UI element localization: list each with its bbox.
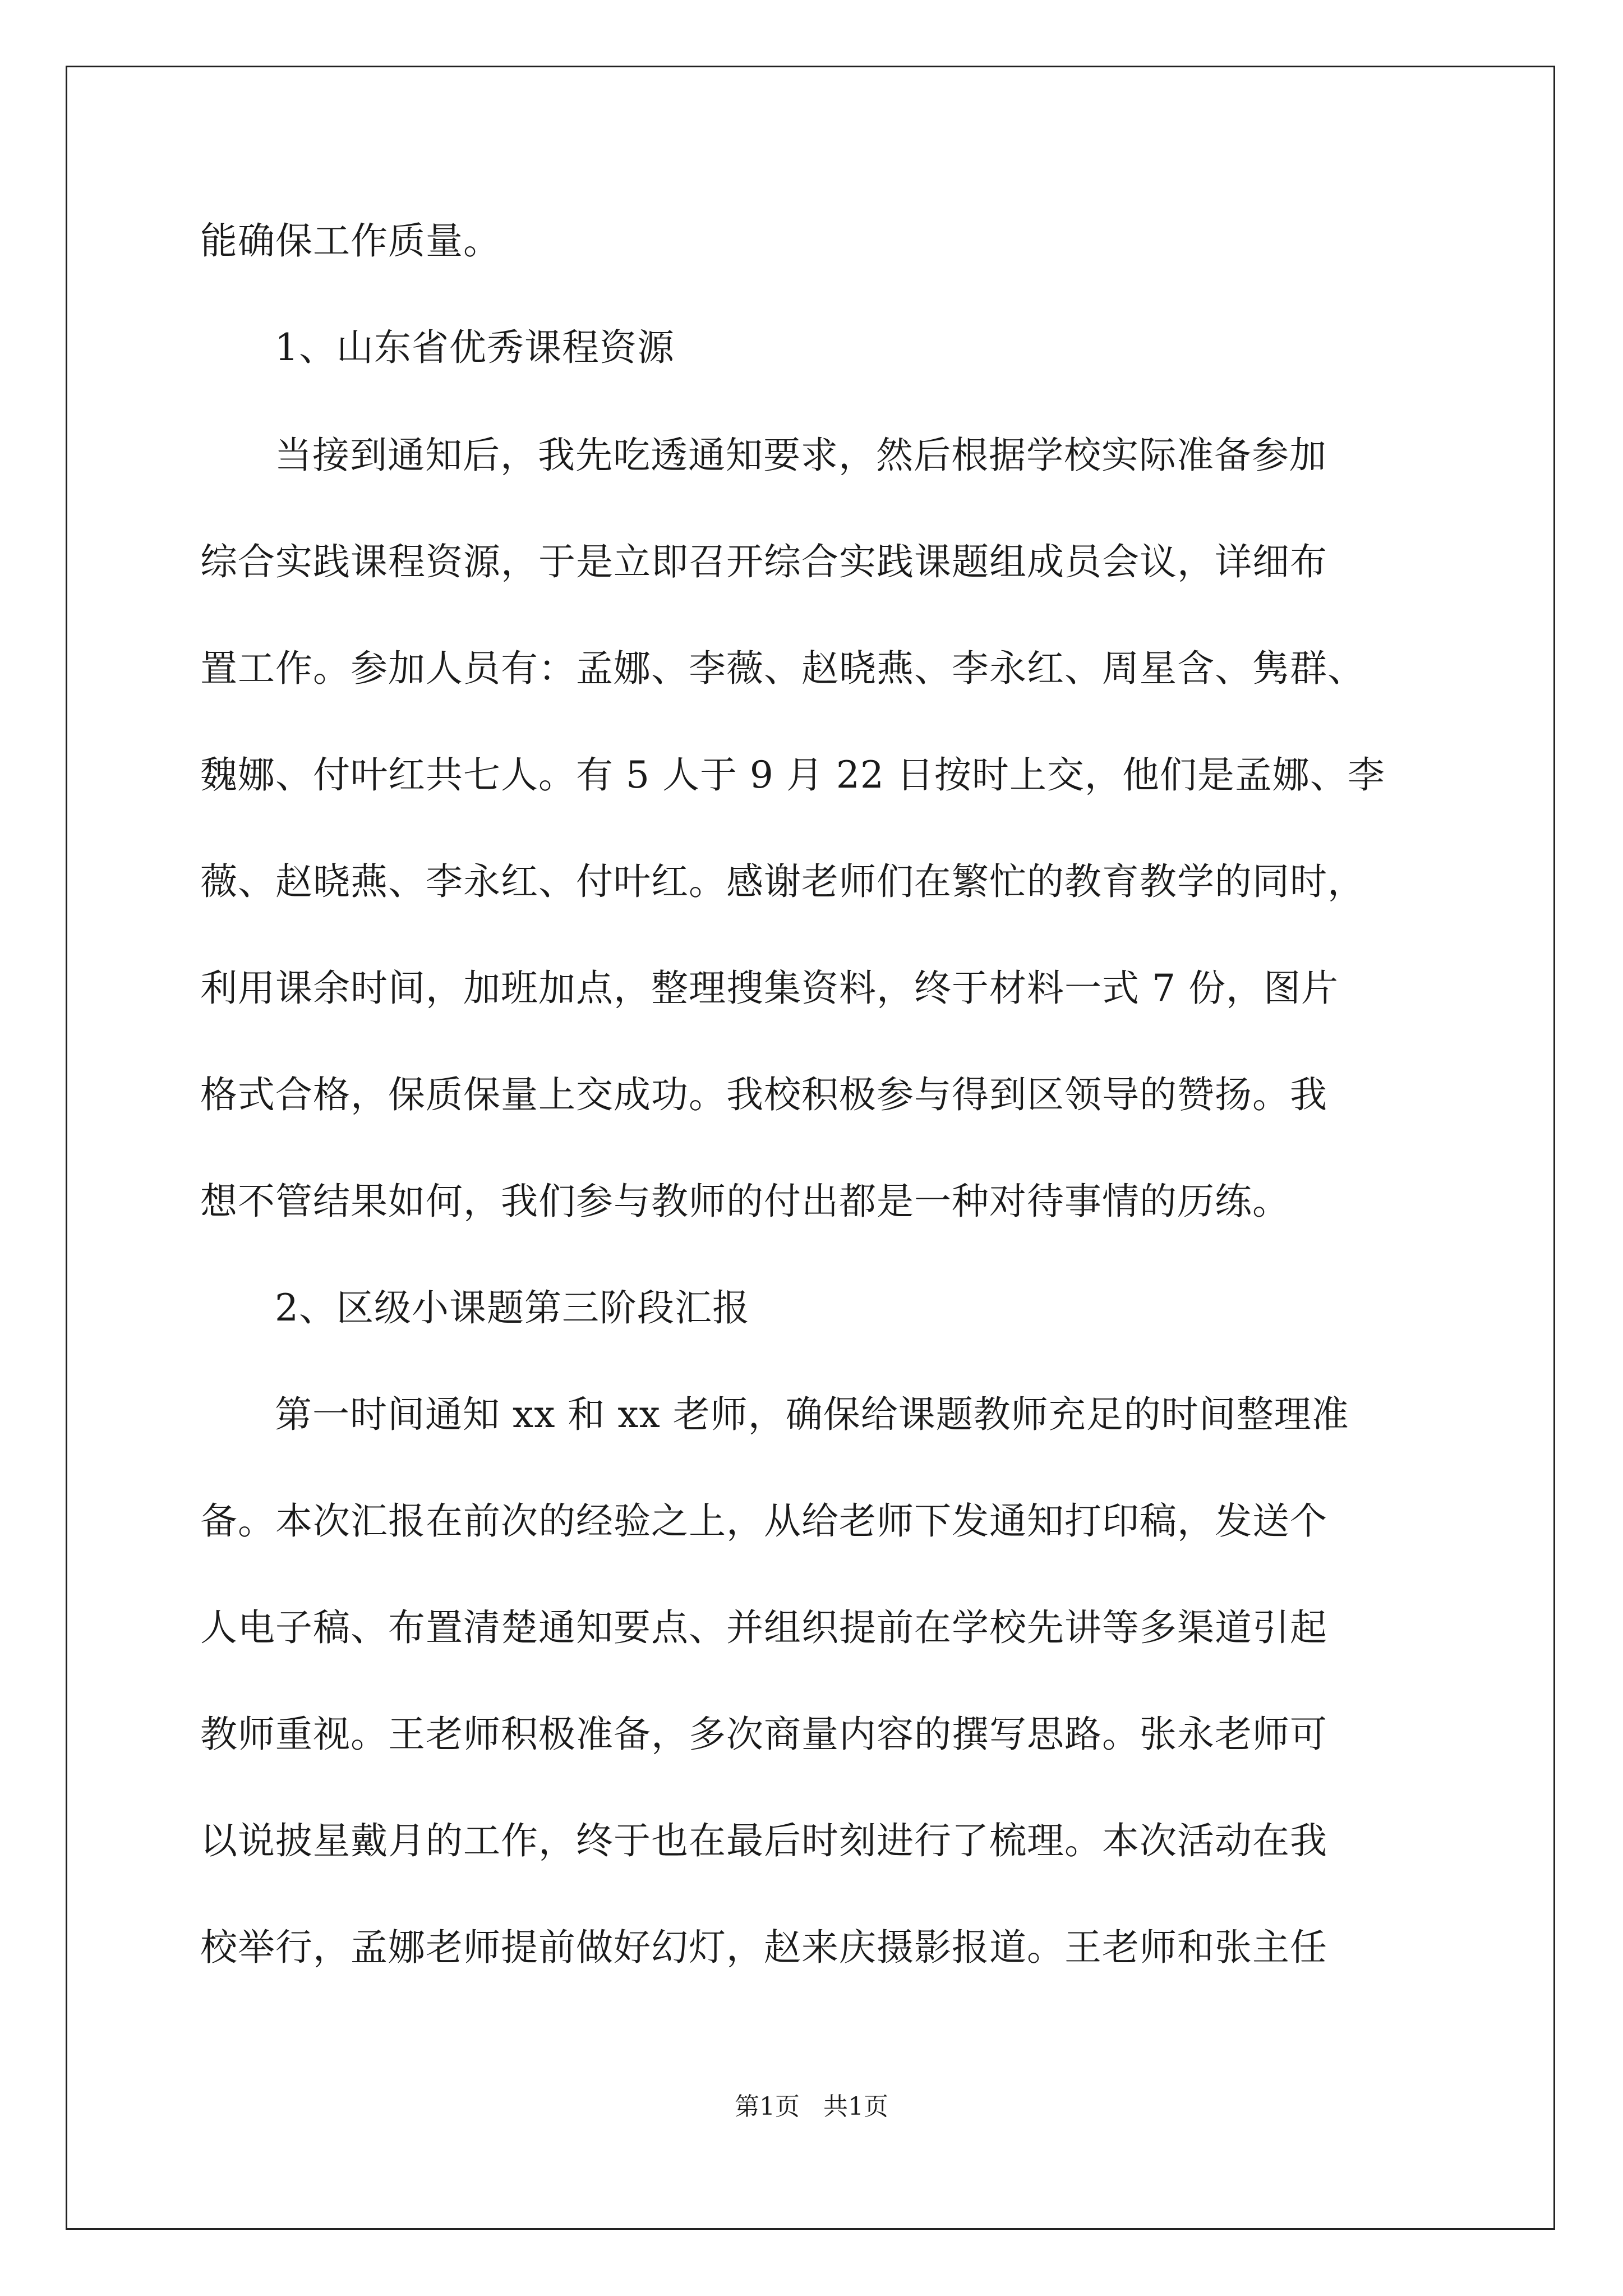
body-text-line: 格式合格，保质保量上交成功。我校积极参与得到区领导的赞扬。我: [200, 1073, 1327, 1116]
body-text-line: 能确保工作质量。: [200, 219, 501, 263]
body-text-line: 人电子稿、布置清楚通知要点、并组织提前在学校先讲等多渠道引起: [200, 1606, 1327, 1649]
paragraph-first-line: 第一时间通知 xx 和 xx 老师，确保给课题教师充足的时间整理准: [275, 1393, 1349, 1436]
body-text-line: 教师重视。王老师积极准备，多次商量内容的撰写思路。张永老师可: [200, 1713, 1327, 1756]
section-heading: 2、区级小课题第三阶段汇报: [275, 1286, 750, 1329]
body-text-line: 校举行，孟娜老师提前做好幻灯，赵来庆摄影报道。王老师和张主任: [200, 1926, 1327, 1969]
body-text-line: 以说披星戴月的工作，终于也在最后时刻进行了梳理。本次活动在我: [200, 1819, 1327, 1862]
section-heading: 1、山东省优秀课程资源: [275, 326, 675, 369]
body-text-line: 备。本次汇报在前次的经验之上，从给老师下发通知打印稿，发送个: [200, 1499, 1327, 1543]
body-text-line: 利用课余时间，加班加点，整理搜集资料，终于材料一式 7 份，图片: [200, 967, 1339, 1010]
paragraph-first-line: 当接到通知后，我先吃透通知要求，然后根据学校实际准备参加: [275, 434, 1327, 477]
page-number-footer: 第1页 共1页: [735, 2092, 888, 2121]
body-text-line: 魏娜、付叶红共七人。有 5 人于 9 月 22 日按时上交，他们是孟娜、李: [200, 753, 1385, 797]
body-text-line: 想不管结果如何，我们参与教师的付出都是一种对待事情的历练。: [200, 1180, 1290, 1223]
body-text-line: 薇、赵晓燕、李永红、付叶红。感谢老师们在繁忙的教育教学的同时，: [200, 860, 1365, 903]
body-text-line: 置工作。参加人员有：孟娜、李薇、赵晓燕、李永红、周星含、隽群、: [200, 647, 1365, 690]
body-text-line: 综合实践课程资源，于是立即召开综合实践课题组成员会议，详细布: [200, 540, 1327, 583]
page-border: [66, 66, 1555, 2230]
